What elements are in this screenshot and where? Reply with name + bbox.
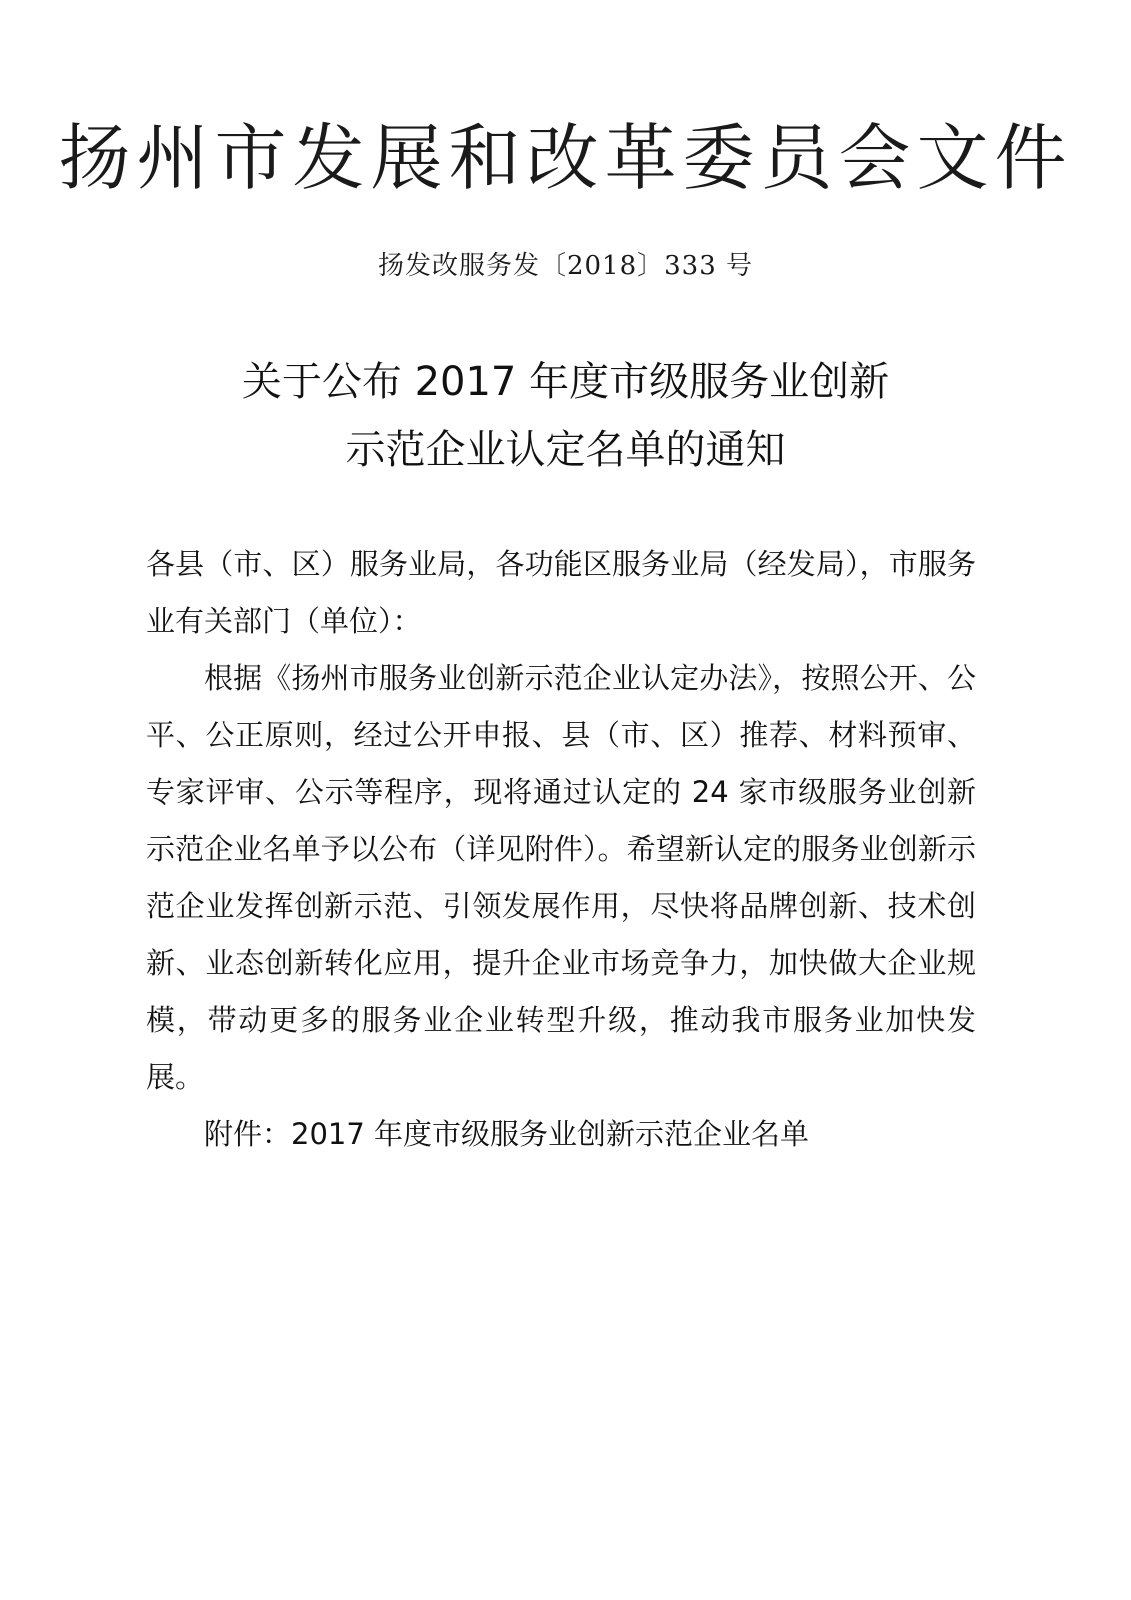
notice-title-line-1: 关于公布 2017 年度市级服务业创新 xyxy=(241,359,890,405)
notice-title xyxy=(0,348,1131,484)
document-number: 扬发改服务发〔2018〕333 号 xyxy=(377,251,754,281)
salutation: 各县（市、区）服务业局，各功能区服务业局（经发局），市服务业有关部门（单位）： xyxy=(146,547,976,638)
notice-body xyxy=(146,536,976,1163)
notice-title-line-2: 示范企业认定名单的通知 xyxy=(345,427,786,473)
body-paragraph: 根据《扬州市服务业创新示范企业认定办法》，按照公开、公平、公正原则，经过公开申报、县（市、区）推荐、材料预审、专家评审、公示等程序，现将通过认定的 24 家市级服务业创新示范企业名单予以公布（详见附件）。希望新认定的服务业创新示范企业发挥创新示范、引领发展作用，尽快将品牌创新、技术创新、业态创新转化应用，提升企业市场竞争力，加快做大企业规模，带动更多的服务业企业转型升级，推动我市服务业加快发展。 xyxy=(146,661,976,1094)
issuing-authority-title: 扬州市发展和改革委员会文件 xyxy=(58,116,1073,200)
attachment-note: 附件：2017 年度市级服务业创新示范企业名单 xyxy=(204,1117,810,1151)
